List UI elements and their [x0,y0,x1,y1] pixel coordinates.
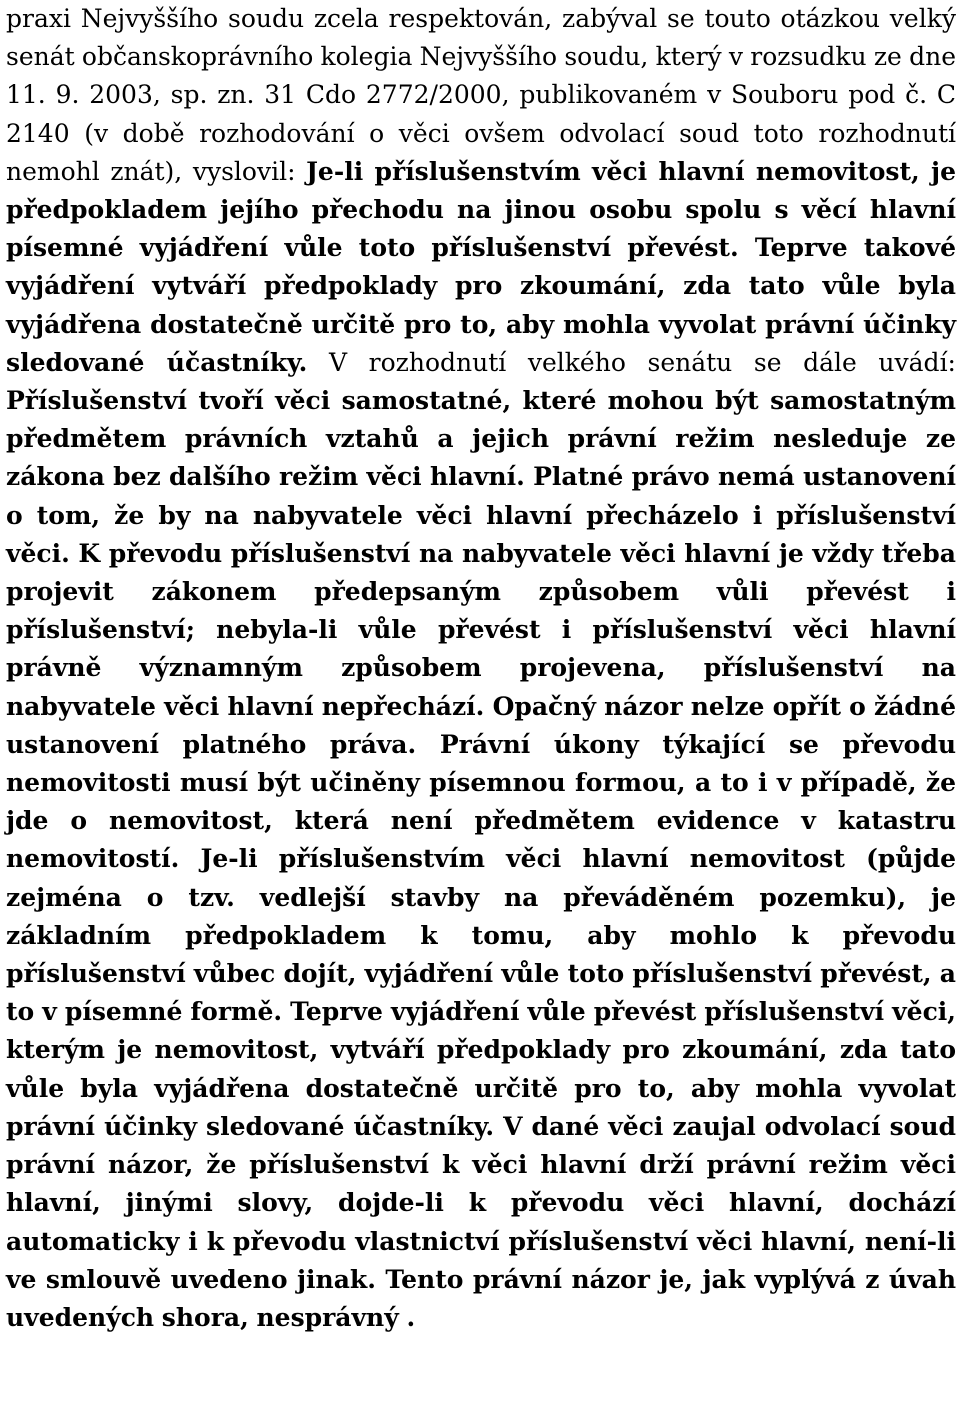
text-segment-holding-1: Je-li příslušenstvím věci hlavní nemovitost, je předpokladem jejího přechodu na jinou osobu spolu s věcí hlavní písemné vyjádření vůle toto příslušenství převést. Teprve takové vyjádření vytváří předpoklady pro zkoumání, zda tato vůle byla vyjádřena dostatečně určitě pro to, aby mohla vyvolat právní účinky sledované účastníky. [6,156,956,377]
text-segment-transition: V rozhodnutí velkého senátu se dále uvádí: [307,347,956,377]
text-segment-intro: praxi Nejvyššího soudu zcela respektován, zabýval se touto otázkou velký senát občanskoprávního kolegia Nejvyššího soudu, který v rozsudku ze dne 11. 9. 2003, sp. zn. 31 Cdo 2772/2000, publikovaném v Souboru pod č. C 2140 (v době rozhodování o věci ovšem odvolací soud toto rozhodnutí nemohl znát), vyslovil: [6,4,956,186]
text-segment-holding-2: Příslušenství tvoří věci samostatné, které mohou být samostatným předmětem právních vztahů a jejich právní režim nesleduje ze zákona bez dalšího režim věci hlavní. Platné právo nemá ustanovení o tom, že by na nabyvatele věci hlavní přecházelo i příslušenství věci. K převodu příslušenství na nabyvatele věci hlavní je vždy třeba projevit zákonem předepsaným způsobem vůli převést i příslušenství; nebyla-li vůle převést i příslušenství věci hlavní právně významným způsobem projevena, příslušenství na nabyvatele věci hlavní nepřechází. Opačný názor nelze opřít o žádné ustanovení platného práva. Právní úkony týkající se převodu nemovitosti musí být učiněny písemnou formou, a to i v případě, že jde o nemovitost, která není předmětem evidence v katastru nemovitostí. Je-li příslušenstvím věci hlavní nemovitost (půjde zejména o tzv. vedlejší stavby na převáděném pozemku), je základním předpokladem k tomu, aby mohlo k převodu příslušenství vůbec dojít, vyjádření vůle toto příslušenství převést, a to v písemné formě. Teprve vyjádření vůle převést příslušenství věci, kterým je nemovitost, vytváří předpoklady pro zkoumání, zda tato vůle byla vyjádřena dostatečně určitě pro to, aby mohla vyvolat právní účinky sledované účastníky. V dané věci zaujal odvolací soud právní názor, že příslušenství k věci hlavní drží právní režim věci hlavní, jinými slovy, dojde-li k převodu věci hlavní, dochází automaticky i k převodu vlastnictví příslušenství věci hlavní, není-li ve smlouvě uvedeno jinak. Tento právní názor je, jak vyplývá z úvah uvedených shora, nesprávný . [6,386,956,1332]
body-paragraph [6,0,956,1337]
